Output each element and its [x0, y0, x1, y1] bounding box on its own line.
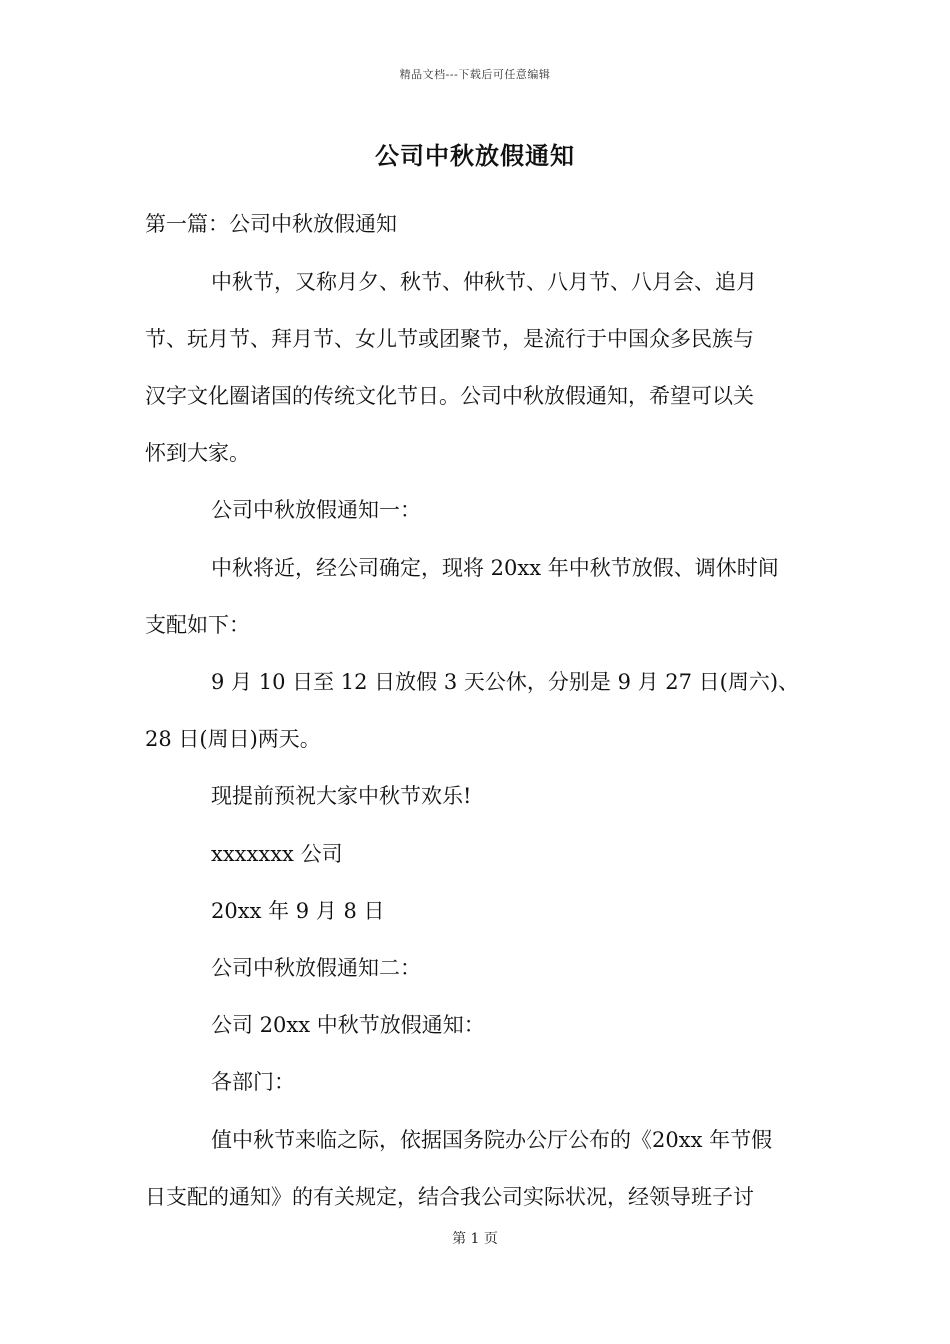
paragraph-line: 汉字文化圈诸国的传统文化节日。公司中秋放假通知，希望可以关: [145, 384, 754, 408]
paragraph-line: 怀到大家。: [145, 441, 250, 465]
greeting-line: 现提前预祝大家中秋节欢乐!: [211, 784, 472, 808]
paragraph-line: 中秋节，又称月夕、秋节、仲秋节、八月节、八月会、追月: [211, 270, 757, 294]
notice-subtitle: 公司 20xx 中秋节放假通知：: [211, 1013, 485, 1037]
paragraph-line: 28 日(周日)两天。: [145, 727, 321, 751]
notice-heading-1: 公司中秋放假通知一：: [211, 498, 421, 522]
paragraph-line: 中秋将近，经公司确定，现将 20xx 年中秋节放假、调休时间: [211, 556, 779, 580]
paragraph-line: 9 月 10 日至 12 日放假 3 天公休，分别是 9 月 27 日(周六)、: [211, 670, 800, 694]
section-heading-1: 第一篇：公司中秋放假通知: [145, 212, 397, 236]
signature-date: 20xx 年 9 月 8 日: [211, 899, 385, 923]
salutation: 各部门：: [211, 1070, 295, 1094]
paragraph-line: 支配如下：: [145, 613, 250, 637]
page-number: 第 1 页: [452, 1231, 498, 1247]
paragraph-line: 值中秋节来临之际，依据国务院办公厅公布的《20xx 年节假: [211, 1128, 773, 1152]
page-header-note: 精品文档---下载后可任意编辑: [399, 68, 551, 81]
signature-company: xxxxxxx 公司: [211, 842, 343, 866]
notice-heading-2: 公司中秋放假通知二：: [211, 956, 421, 980]
paragraph-line: 节、玩月节、拜月节、女儿节或团聚节，是流行于中国众多民族与: [145, 327, 754, 351]
paragraph-line: 日支配的通知》的有关规定，结合我公司实际状况，经领导班子讨: [145, 1185, 754, 1209]
document-title: 公司中秋放假通知: [375, 141, 575, 170]
